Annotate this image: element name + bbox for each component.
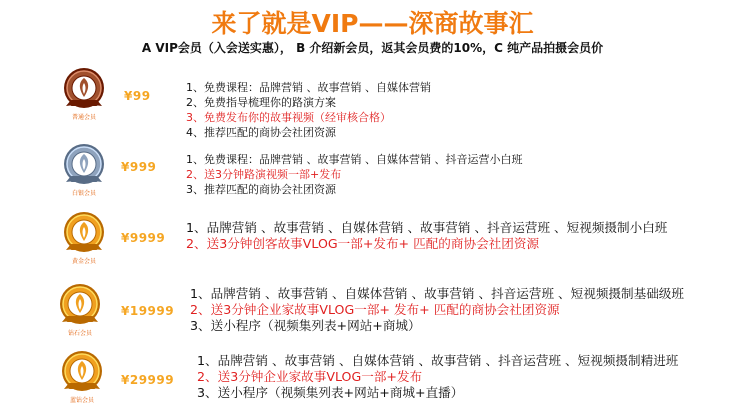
medal-icon [62, 66, 106, 118]
benefit-item: 1、品牌营销 、故事营销 、自媒体营销 、故事营销 、抖音运营班 、短视频摄制基础级班 [190, 286, 684, 301]
badge-label: 白银会员 [71, 190, 96, 197]
benefit-item: 3、送小程序（视频集列表+网站+商城） [190, 318, 421, 333]
tier-price: ¥9999 [121, 231, 166, 245]
benefit-item: 1、品牌营销 、故事营销 、自媒体营销 、故事营销 、抖音运营班 、短视频摄制精进班 [197, 353, 679, 368]
benefit-item: 2、送3分钟企业家故事VLOG一部+发布 [197, 369, 423, 384]
benefit-item: 1、免费课程：品牌营销 、故事营销 、自媒体营销 [186, 81, 431, 94]
benefit-item: 4、推荐匹配的商协会社团资源 [186, 126, 336, 139]
benefit-item: 3、免费发布你的故事视频（经审核合格） [186, 111, 391, 124]
page-subtitle: A VIP会员（入会送实惠）， B 介绍新会员，返其会员费的10%，C 纯产品拍摄会员价 [141, 41, 604, 55]
medal-icon [62, 210, 106, 262]
badge-label: 黄金会员 [71, 258, 96, 265]
benefit-item: 2、送3分钟企业家故事VLOG一部+ 发布+ 匹配的商协会社团资源 [190, 302, 560, 317]
benefit-item: 3、送小程序（视频集列表+网站+商城+直播） [197, 385, 464, 400]
badge-label: 普通会员 [71, 114, 96, 121]
benefit-item: 2、送3分钟路演视频一部+发布 [186, 168, 342, 181]
benefit-item: 1、品牌营销 、故事营销 、自媒体营销 、故事营销 、抖音运营班 、短视频摄制小白班 [186, 220, 668, 235]
medal-icon [58, 282, 102, 334]
benefit-list [190, 286, 684, 334]
benefit-list [186, 220, 667, 252]
tier-price: ¥99 [124, 89, 151, 103]
medal-icon [60, 349, 104, 401]
badge-label: 蓝钻会员 [69, 397, 94, 404]
medal-icon [62, 142, 106, 194]
benefit-list [197, 353, 678, 401]
benefit-item: 3、推荐匹配的商协会社团资源 [186, 183, 336, 196]
benefit-item: 1、免费课程：品牌营销 、故事营销 、自媒体营销 、抖音运营小白班 [186, 153, 523, 166]
tier-price: ¥999 [121, 160, 157, 174]
badge-label: 钻石会员 [67, 330, 92, 337]
benefit-list [186, 80, 431, 140]
page-title: 来了就是VIP——深商故事汇 [211, 9, 534, 38]
benefit-item: 2、送3分钟创客故事VLOG一部+发布+ 匹配的商协会社团资源 [186, 236, 540, 251]
benefit-list [186, 152, 523, 197]
tier-price: ¥29999 [121, 373, 175, 387]
tier-price: ¥19999 [121, 304, 175, 318]
benefit-item: 2、免费指导梳理你的路演方案 [186, 96, 336, 109]
